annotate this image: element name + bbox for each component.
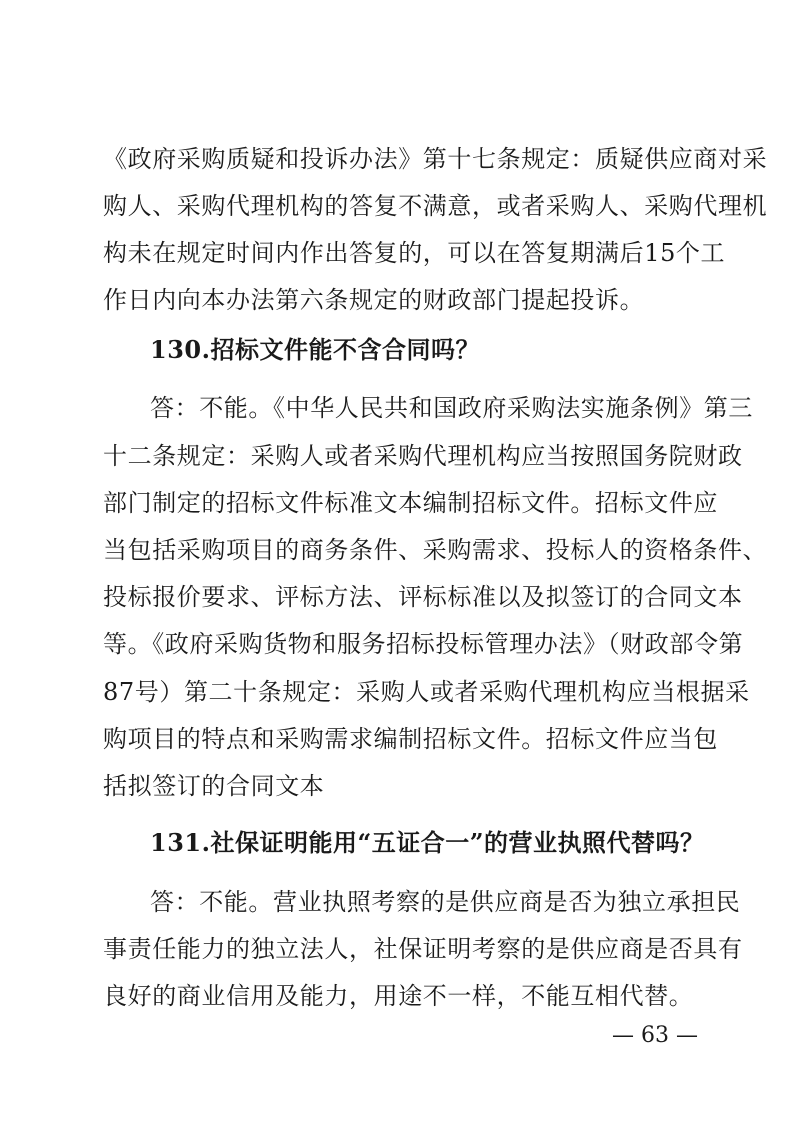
answer-line: 当包括采购项目的商务条件、采购需求、投标人的资格条件、 (103, 536, 768, 564)
answer-line: 答：不能。《中华人民共和国政府采购法实施条例》第三 (150, 394, 753, 422)
answer-line: 事责任能力的独立法人，社保证明考察的是供应商是否具有 (103, 935, 743, 963)
paragraph-line: 购人、采购代理机构的答复不满意，或者采购人、采购代理机 (103, 192, 768, 220)
answer-line: 投标报价要求、评标方法、评标标准以及拟签订的合同文本 (103, 583, 743, 611)
paragraph-line: 《政府采购质疑和投诉办法》第十七条规定：质疑供应商对采 (103, 145, 768, 173)
page-number: — 63 — (612, 1023, 698, 1048)
answer-line: 87号）第二十条规定：采购人或者采购代理机构应当根据采 (103, 678, 750, 706)
question-heading: 130.招标文件能不含合同吗？ (150, 335, 480, 364)
paragraph-line: 构未在规定时间内作出答复的，可以在答复期满后15个工 (103, 239, 726, 267)
question-heading: 131.社保证明能用“五证合一”的营业执照代替吗？ (150, 828, 705, 857)
answer-line: 购项目的特点和采购需求编制招标文件。招标文件应当包 (103, 725, 718, 753)
answer-line: 部门制定的招标文件标准文本编制招标文件。招标文件应 (103, 489, 718, 517)
answer-line: 十二条规定：采购人或者采购代理机构应当按照国务院财政 (103, 442, 743, 470)
answer-line: 良好的商业信用及能力，用途不一样，不能互相代替。 (103, 982, 694, 1010)
answer-line: 等。《政府采购货物和服务招标投标管理办法》（财政部令第 (103, 630, 744, 658)
answer-line: 括拟签订的合同文本 (103, 772, 325, 800)
paragraph-line: 作日内向本办法第六条规定的财政部门提起投诉。 (103, 286, 645, 314)
answer-line: 答：不能。营业执照考察的是供应商是否为独立承担民 (150, 888, 741, 916)
